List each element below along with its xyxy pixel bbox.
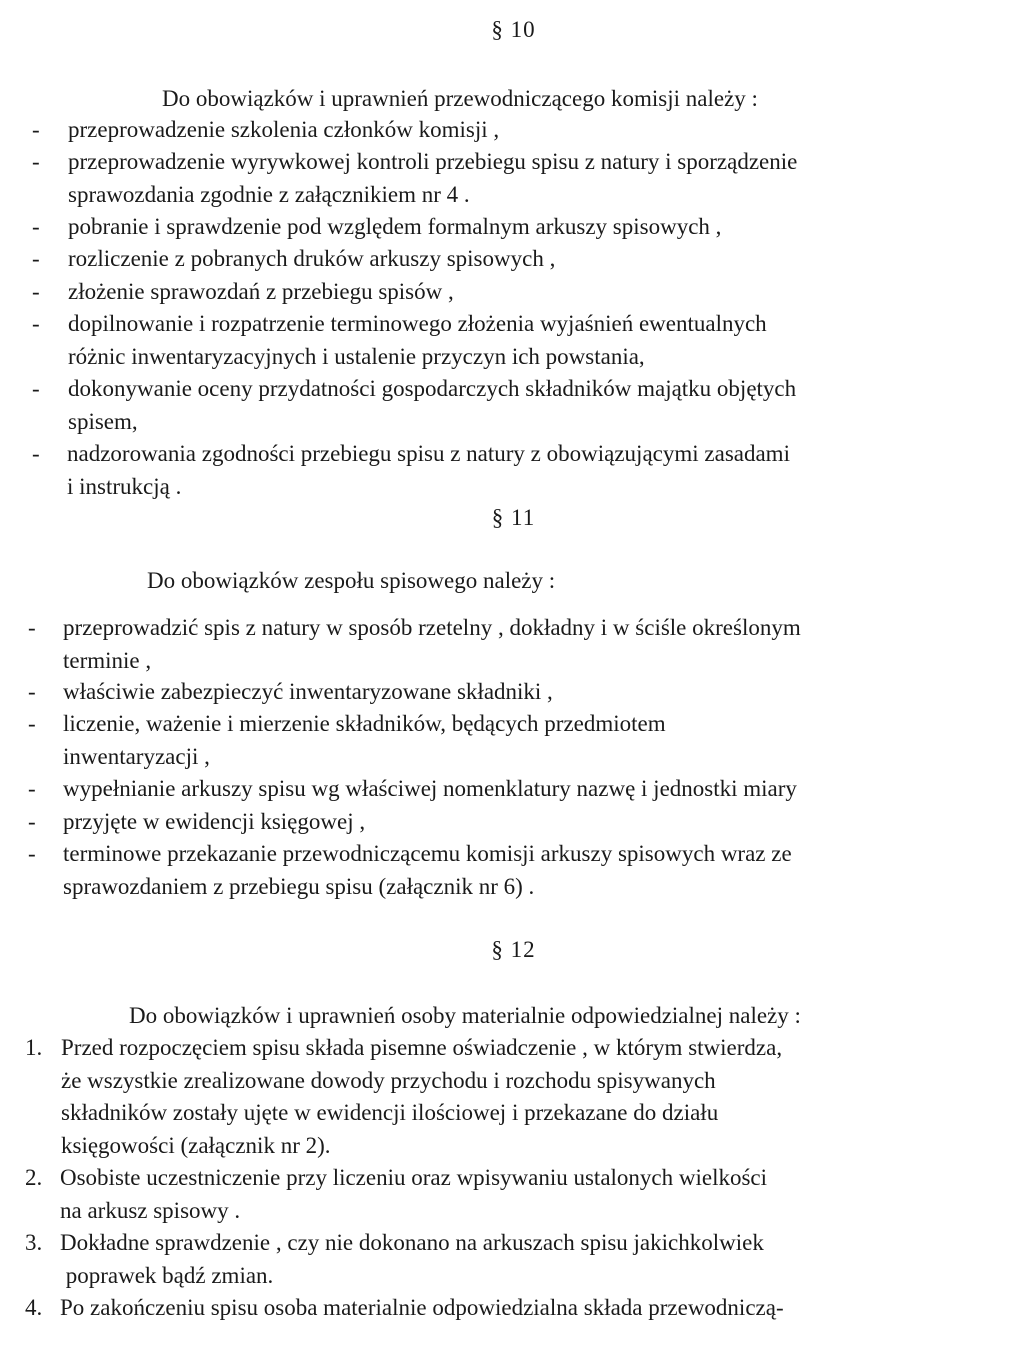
item-line: spisem,	[68, 408, 138, 434]
list-marker: -	[28, 809, 36, 834]
item-line: Po zakończeniu spisu osoba materialnie odpowiedzialna składa przewodniczą-	[60, 1295, 784, 1320]
list-marker: -	[28, 615, 36, 640]
item-line: Osobiste uczestniczenie przy liczeniu oraz wpisywaniu ustalonych wielkości	[60, 1165, 768, 1190]
section-heading: § 10	[491, 17, 536, 42]
list-marker: -	[32, 376, 40, 401]
list-marker: -	[32, 214, 40, 239]
item-line: rozliczenie z pobranych druków arkuszy spisowych ,	[68, 246, 556, 271]
item-line: wypełnianie arkuszy spisu wg właściwej nomenklatury nazwę i jednostki miary	[63, 776, 797, 801]
item-line: na arkusz spisowy .	[60, 1197, 241, 1223]
list-marker: -	[32, 117, 40, 142]
list-marker: 2.	[25, 1165, 43, 1190]
item-line: liczenie, ważenie i mierzenie składników, będących przedmiotem	[63, 711, 666, 736]
item-line: różnic inwentaryzacyjnych i ustalenie przyczyn ich powstania,	[68, 343, 645, 369]
item-line: składników zostały ujęte w ewidencji ilościowej i przekazane do działu	[61, 1100, 719, 1125]
item-line: Przed rozpoczęciem spisu składa pisemne oświadczenie , w którym stwierdza,	[61, 1035, 783, 1060]
section-heading: § 12	[491, 937, 536, 962]
item-line: dokonywanie oceny przydatności gospodarczych składników majątku objętych	[68, 376, 797, 401]
item-line: że wszystkie zrealizowane dowody przychodu i rozchodu spisywanych	[61, 1067, 716, 1093]
item-line: przeprowadzić spis z natury w sposób rzetelny , dokładny i w ściśle określonym	[63, 615, 801, 640]
item-line: sprawozdaniem z przebiegu spisu (załącznik nr 6) .	[63, 873, 535, 899]
section-heading: § 11	[491, 505, 536, 530]
item-line: i instrukcją .	[67, 473, 182, 499]
item-line: terminie ,	[63, 647, 152, 673]
list-marker: -	[32, 441, 40, 466]
item-line: księgowości (załącznik nr 2).	[61, 1132, 331, 1158]
section-intro: Do obowiązków i uprawnień osoby materialnie odpowiedzialnej należy :	[129, 1003, 801, 1028]
item-line: nadzorowania zgodności przebiegu spisu z natury z obowiązującymi zasadami	[67, 441, 790, 466]
list-marker: 4.	[25, 1295, 43, 1320]
item-line: przeprowadzenie szkolenia członków komisji ,	[68, 117, 500, 142]
item-line: Dokładne sprawdzenie , czy nie dokonano na arkuszach spisu jakichkolwiek	[60, 1230, 764, 1255]
item-line: przyjęte w ewidencji księgowej ,	[63, 809, 366, 834]
list-marker: -	[32, 311, 40, 336]
list-marker: -	[28, 711, 36, 736]
list-marker: -	[32, 149, 40, 174]
list-marker: -	[28, 679, 36, 704]
item-line: właściwie zabezpieczyć inwentaryzowane składniki ,	[63, 679, 553, 704]
item-line: inwentaryzacji ,	[63, 743, 210, 769]
item-line: poprawek bądź zmian.	[60, 1262, 274, 1288]
item-line: pobranie i sprawdzenie pod względem formalnym arkuszy spisowych ,	[68, 214, 722, 239]
section-intro: Do obowiązków zespołu spisowego należy :	[147, 568, 556, 593]
section-intro: Do obowiązków i uprawnień przewodniczącego komisji należy :	[162, 86, 758, 111]
item-line: złożenie sprawozdań z przebiegu spisów ,	[68, 279, 454, 304]
item-line: sprawozdania zgodnie z załącznikiem nr 4 .	[68, 181, 470, 207]
list-marker: -	[32, 246, 40, 271]
list-marker: -	[28, 776, 36, 801]
list-marker: -	[32, 279, 40, 304]
item-line: przeprowadzenie wyrywkowej kontroli przebiegu spisu z natury i sporządzenie	[68, 149, 798, 174]
list-marker: -	[28, 841, 36, 866]
list-marker: 1.	[25, 1035, 43, 1060]
item-line: terminowe przekazanie przewodniczącemu komisji arkuszy spisowych wraz ze	[63, 841, 792, 866]
list-marker: 3.	[25, 1230, 43, 1255]
item-line: dopilnowanie i rozpatrzenie terminowego złożenia wyjaśnień ewentualnych	[68, 311, 767, 336]
